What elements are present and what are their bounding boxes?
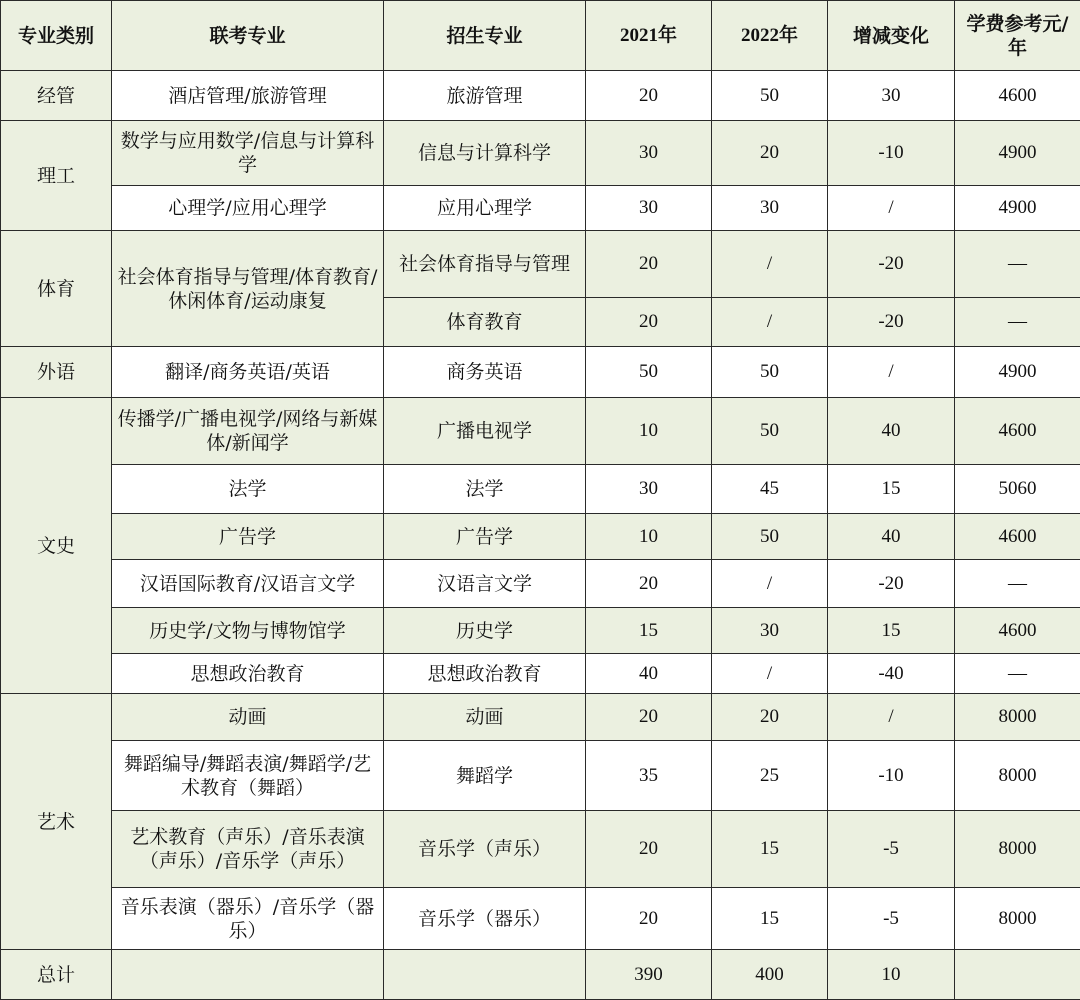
change-cell: -40: [828, 654, 955, 694]
table-row: [1, 811, 1080, 888]
count-2021-cell: 35: [586, 741, 712, 811]
fee-cell: —: [955, 298, 1080, 347]
change-cell: -10: [828, 741, 955, 811]
enroll-major-cell: 体育教育: [384, 298, 586, 347]
count-2021-cell: 10: [586, 398, 712, 465]
category-cell: 体育: [1, 231, 112, 347]
count-2021-cell: 20: [586, 694, 712, 741]
count-2022-cell: 50: [712, 514, 828, 560]
fee-cell: 8000: [955, 694, 1080, 741]
enroll-major-cell: 信息与计算科学: [384, 121, 586, 186]
total-change: 10: [828, 950, 955, 1000]
total-major-empty: [384, 950, 586, 1000]
exam-major-cell: 翻译/商务英语/英语: [112, 347, 384, 398]
total-2022: 400: [712, 950, 828, 1000]
enroll-major-cell: 应用心理学: [384, 186, 586, 231]
enroll-major-cell: 舞蹈学: [384, 741, 586, 811]
header-2022: 2022年: [712, 1, 828, 71]
fee-cell: 4900: [955, 186, 1080, 231]
total-fee-empty: [955, 950, 1080, 1000]
count-2021-cell: 20: [586, 298, 712, 347]
enroll-major-cell: 法学: [384, 465, 586, 514]
table-row: [1, 71, 1080, 121]
change-cell: -20: [828, 298, 955, 347]
fee-cell: 4900: [955, 121, 1080, 186]
category-cell: 外语: [1, 347, 112, 398]
count-2021-cell: 10: [586, 514, 712, 560]
enroll-major-cell: 思想政治教育: [384, 654, 586, 694]
exam-major-cell: 心理学/应用心理学: [112, 186, 384, 231]
count-2022-cell: /: [712, 231, 828, 298]
table-row: [1, 186, 1080, 231]
count-2022-cell: 30: [712, 186, 828, 231]
change-cell: 40: [828, 398, 955, 465]
table-row: [1, 741, 1080, 811]
change-cell: /: [828, 694, 955, 741]
table-row: [1, 694, 1080, 741]
enroll-major-cell: 广播电视学: [384, 398, 586, 465]
change-cell: /: [828, 347, 955, 398]
fee-cell: —: [955, 560, 1080, 608]
count-2022-cell: 15: [712, 888, 828, 950]
change-cell: 40: [828, 514, 955, 560]
header-exam-major: 联考专业: [112, 1, 384, 71]
header-2021: 2021年: [586, 1, 712, 71]
count-2022-cell: 50: [712, 71, 828, 121]
count-2022-cell: /: [712, 560, 828, 608]
exam-major-cell: 汉语国际教育/汉语言文学: [112, 560, 384, 608]
change-cell: 15: [828, 465, 955, 514]
exam-major-cell: 数学与应用数学/信息与计算科学: [112, 121, 384, 186]
change-cell: -10: [828, 121, 955, 186]
header-category: 专业类别: [1, 1, 112, 71]
header-row: [1, 1, 1080, 71]
count-2021-cell: 30: [586, 465, 712, 514]
table-row: [1, 231, 1080, 298]
fee-cell: 8000: [955, 811, 1080, 888]
change-cell: 15: [828, 608, 955, 654]
table-row: [1, 608, 1080, 654]
exam-major-cell: 广告学: [112, 514, 384, 560]
count-2021-cell: 40: [586, 654, 712, 694]
count-2022-cell: 45: [712, 465, 828, 514]
exam-major-cell: 舞蹈编导/舞蹈表演/舞蹈学/艺术教育（舞蹈）: [112, 741, 384, 811]
total-2021: 390: [586, 950, 712, 1000]
enroll-major-cell: 音乐学（器乐）: [384, 888, 586, 950]
fee-cell: 4600: [955, 398, 1080, 465]
change-cell: -5: [828, 811, 955, 888]
category-cell: 经管: [1, 71, 112, 121]
table-row: [1, 347, 1080, 398]
table-row: [1, 465, 1080, 514]
fee-cell: 4600: [955, 514, 1080, 560]
change-cell: /: [828, 186, 955, 231]
count-2021-cell: 20: [586, 888, 712, 950]
change-cell: -20: [828, 231, 955, 298]
fee-cell: 4600: [955, 608, 1080, 654]
enroll-major-cell: 商务英语: [384, 347, 586, 398]
enroll-major-cell: 汉语言文学: [384, 560, 586, 608]
count-2022-cell: 50: [712, 398, 828, 465]
fee-cell: 5060: [955, 465, 1080, 514]
exam-major-cell: 法学: [112, 465, 384, 514]
count-2021-cell: 20: [586, 71, 712, 121]
enroll-major-cell: 历史学: [384, 608, 586, 654]
table-row: [1, 398, 1080, 465]
change-cell: 30: [828, 71, 955, 121]
fee-cell: 4600: [955, 71, 1080, 121]
count-2022-cell: /: [712, 654, 828, 694]
count-2021-cell: 15: [586, 608, 712, 654]
category-cell: 艺术: [1, 694, 112, 950]
count-2021-cell: 50: [586, 347, 712, 398]
enroll-major-cell: 广告学: [384, 514, 586, 560]
exam-major-cell: 艺术教育（声乐）/音乐表演（声乐）/音乐学（声乐）: [112, 811, 384, 888]
enroll-major-cell: 动画: [384, 694, 586, 741]
total-row: [1, 950, 1080, 1000]
exam-major-cell: 动画: [112, 694, 384, 741]
count-2021-cell: 20: [586, 560, 712, 608]
exam-major-cell: 传播学/广播电视学/网络与新媒体/新闻学: [112, 398, 384, 465]
exam-major-cell: 历史学/文物与博物馆学: [112, 608, 384, 654]
category-cell: 文史: [1, 398, 112, 694]
count-2021-cell: 20: [586, 231, 712, 298]
count-2021-cell: 30: [586, 121, 712, 186]
table-row: [1, 560, 1080, 608]
count-2022-cell: 25: [712, 741, 828, 811]
exam-major-cell: 音乐表演（器乐）/音乐学（器乐）: [112, 888, 384, 950]
change-cell: -5: [828, 888, 955, 950]
change-cell: -20: [828, 560, 955, 608]
exam-major-cell: 社会体育指导与管理/体育教育/休闲体育/运动康复: [112, 231, 384, 347]
count-2022-cell: 30: [712, 608, 828, 654]
fee-cell: 8000: [955, 888, 1080, 950]
total-exam-empty: [112, 950, 384, 1000]
table-row: [1, 654, 1080, 694]
fee-cell: —: [955, 654, 1080, 694]
count-2022-cell: 20: [712, 121, 828, 186]
fee-cell: 8000: [955, 741, 1080, 811]
enroll-major-cell: 社会体育指导与管理: [384, 231, 586, 298]
table-row: [1, 888, 1080, 950]
fee-cell: 4900: [955, 347, 1080, 398]
count-2022-cell: 20: [712, 694, 828, 741]
count-2021-cell: 20: [586, 811, 712, 888]
category-cell: 理工: [1, 121, 112, 231]
header-change: 增减变化: [828, 1, 955, 71]
count-2021-cell: 30: [586, 186, 712, 231]
table-row: [1, 121, 1080, 186]
header-enroll-major: 招生专业: [384, 1, 586, 71]
fee-cell: —: [955, 231, 1080, 298]
count-2022-cell: /: [712, 298, 828, 347]
enroll-major-cell: 旅游管理: [384, 71, 586, 121]
exam-major-cell: 酒店管理/旅游管理: [112, 71, 384, 121]
exam-major-cell: 思想政治教育: [112, 654, 384, 694]
count-2022-cell: 15: [712, 811, 828, 888]
table-row: [1, 514, 1080, 560]
header-fee: 学费参考元/年: [955, 1, 1080, 71]
enroll-major-cell: 音乐学（声乐）: [384, 811, 586, 888]
count-2022-cell: 50: [712, 347, 828, 398]
total-label: 总计: [1, 950, 112, 1000]
